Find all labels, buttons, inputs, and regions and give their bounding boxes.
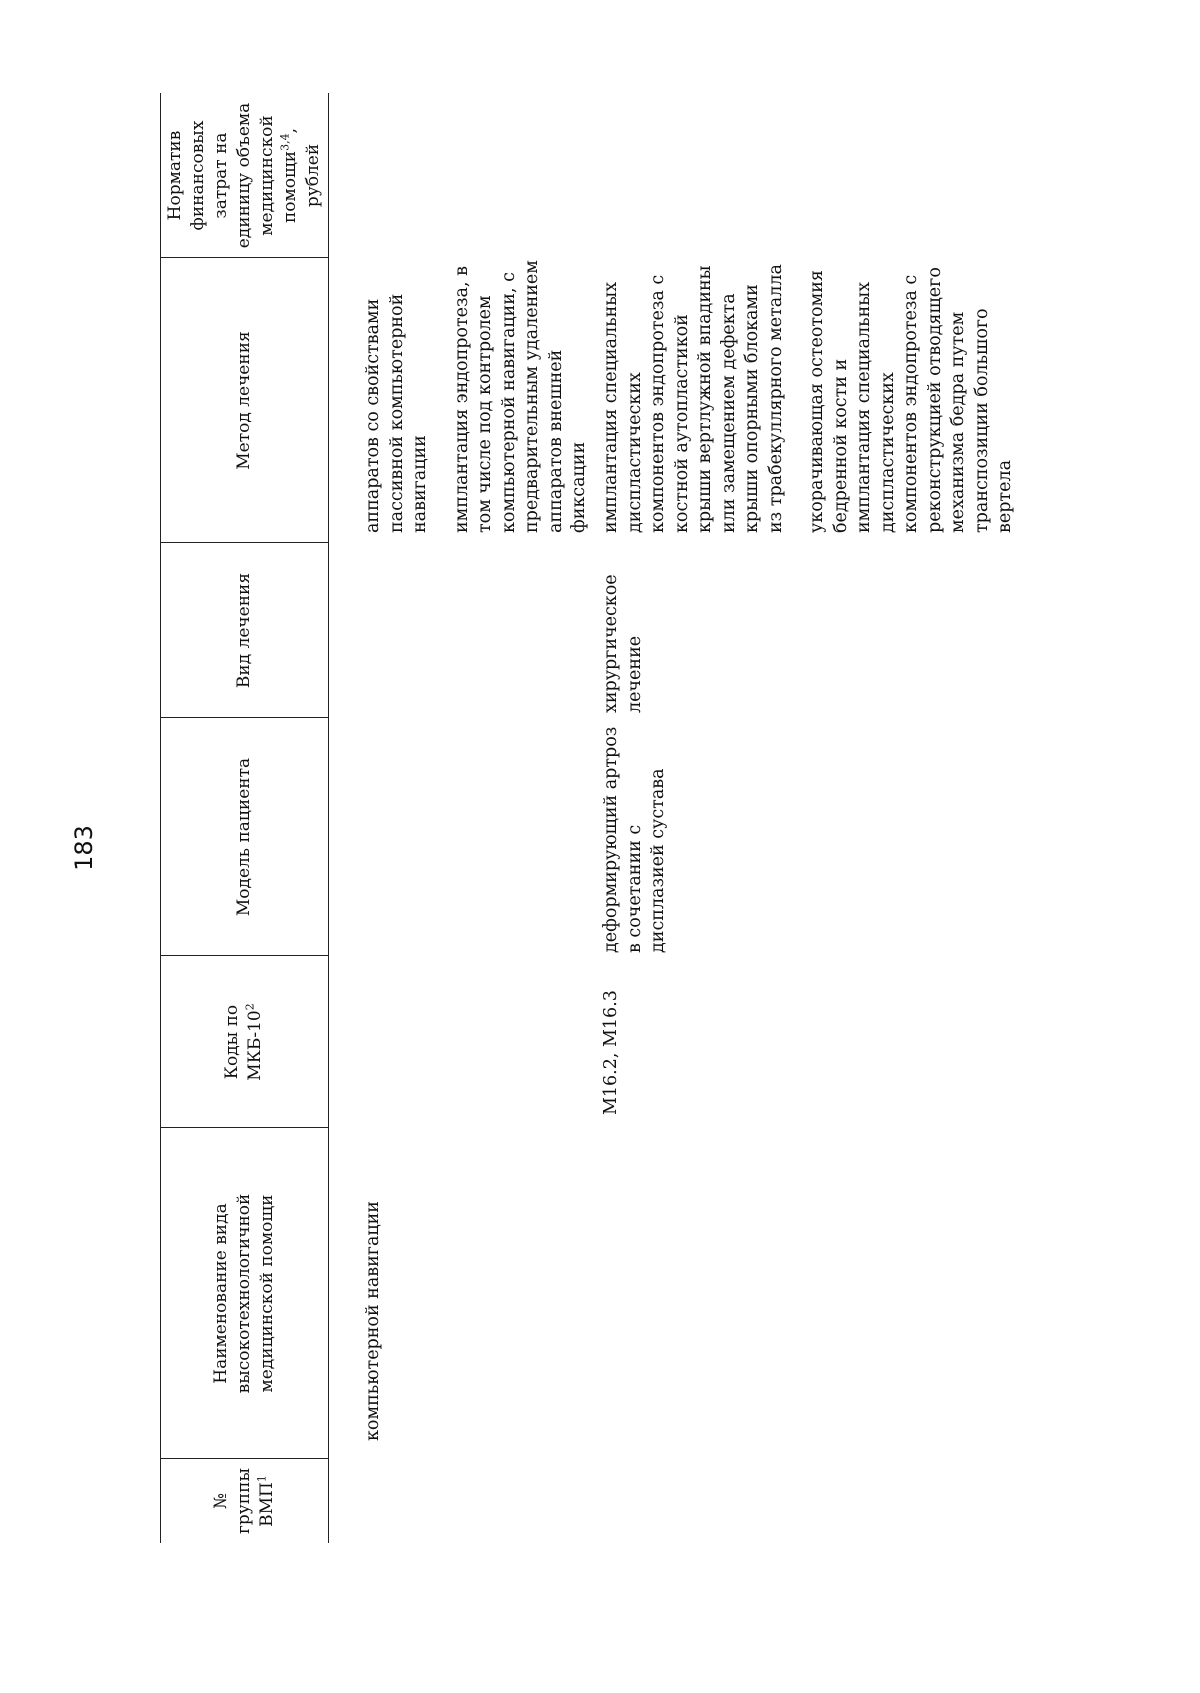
footnote-mark: 1 bbox=[254, 1475, 268, 1483]
method-cell bbox=[600, 258, 1036, 533]
method-paragraph: имплантация эндопротеза, в том числе под контролем компьютерной навигации, с предварительным удалением аппаратов внешней фиксации bbox=[451, 260, 589, 533]
header-treatment-type: Вид лечения bbox=[233, 572, 254, 689]
header-cost-norm-text: Норматив финансовых затрат на единицу объема медицинской помощи bbox=[164, 102, 300, 249]
header-icd-codes bbox=[160, 956, 328, 1128]
method-paragraph: аппаратов со свойствами пассивной компьютерной навигации bbox=[363, 293, 430, 533]
method-cell bbox=[362, 258, 610, 533]
method-paragraph: имплантация специальных диспластических компонентов эндопротеза с костной аутопластикой крыши вертлужной впадины или замещением дефекта крыши опорными блоками из трабекуллярного металла bbox=[601, 264, 786, 533]
patient-model-cell: деформирующий артроз в сочетании с дисплазией сустава bbox=[601, 726, 668, 953]
footnote-mark: 2 bbox=[243, 1003, 257, 1011]
header-group-number-text: № группы ВМП bbox=[210, 1468, 277, 1534]
method-paragraph: укорачивающая остеотомия бедренной кости и имплантация специальных диспластических компонентов эндопротеза с реконструкцией отводящего механизма бедра путем транспозиции большого вертела bbox=[807, 267, 1015, 533]
icd-codes-cell: M16.2, M16.3 bbox=[601, 990, 621, 1115]
header-bottom-rule bbox=[328, 93, 329, 1543]
header-icd-codes-text: Коды по МКБ-10 bbox=[222, 1004, 265, 1081]
page-number: 183 bbox=[70, 825, 98, 871]
header-vmp-name: Наименование вида высокотехнологичной медицинской помощи bbox=[210, 1193, 277, 1394]
header-treatment-method: Метод лечения bbox=[233, 331, 254, 470]
header-cost-norm bbox=[160, 93, 328, 258]
footnote-mark: 3,4 bbox=[277, 133, 291, 151]
header-cost-norm-unit: , рублей bbox=[279, 127, 323, 208]
vmp-name-cell: компьютерной навигации bbox=[363, 1201, 383, 1441]
header-group-number bbox=[160, 1459, 328, 1543]
header-patient-model: Модель пациента bbox=[233, 757, 254, 917]
treatment-type-cell: хирургическое лечение bbox=[601, 574, 645, 713]
